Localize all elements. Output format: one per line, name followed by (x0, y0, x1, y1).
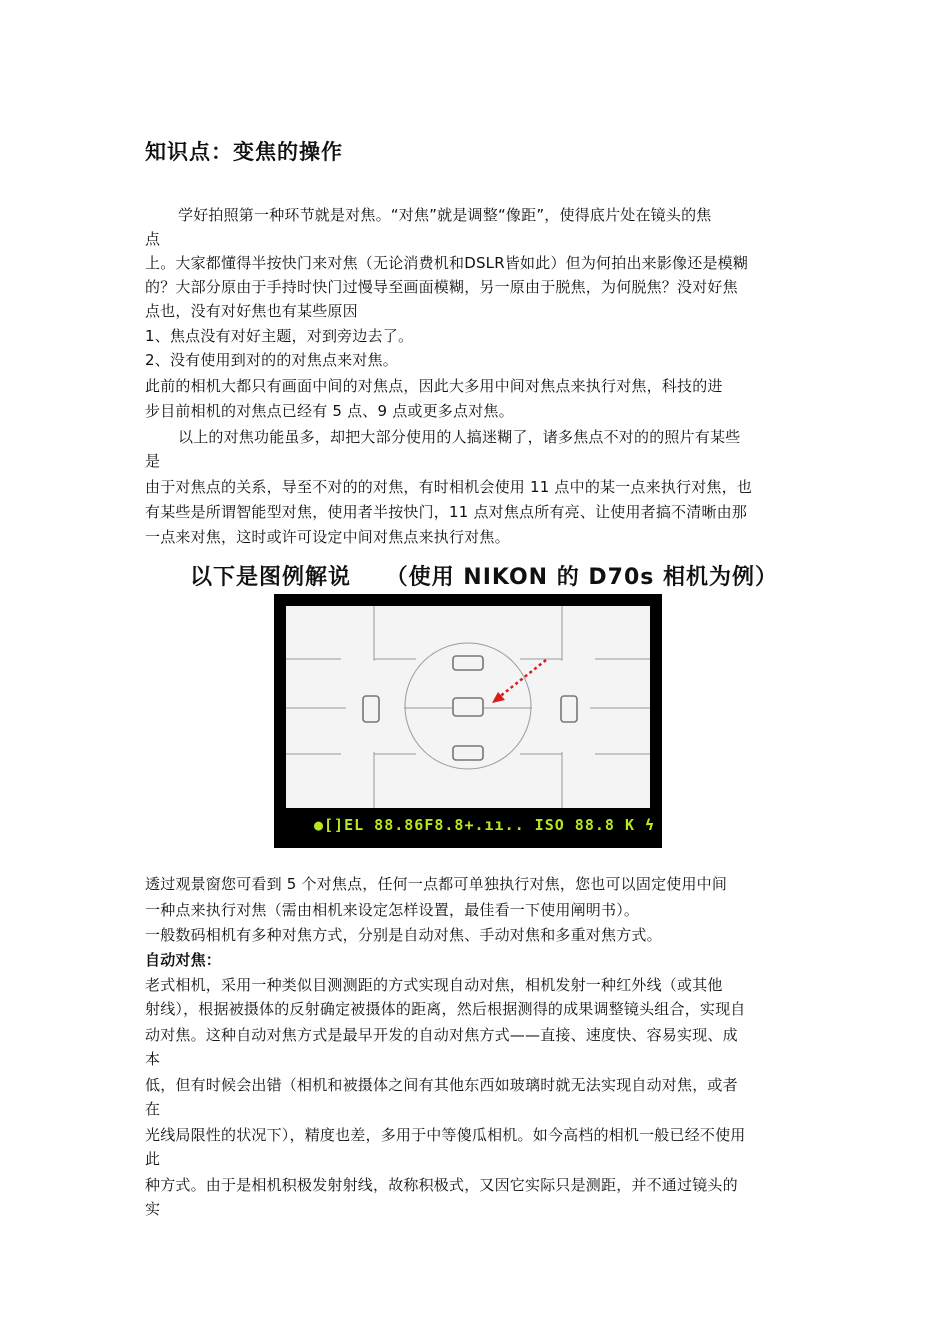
paragraph-line: 以上的对焦功能虽多，却把大部分使用的人搞迷糊了，诸多焦点不对的的照片有某些 (178, 428, 741, 446)
viewfinder-image (274, 594, 662, 848)
paragraph-line: 光线局限性的状况下），精度也差，多用于中等傻瓜相机。如今高档的相机一般已经不使用 (145, 1126, 746, 1144)
paragraph-line: 一种点来执行对焦（需由相机来设定怎样设置，最佳看一下使用阐明书）。 (145, 901, 640, 919)
paragraph-line: 实 (145, 1200, 161, 1218)
paragraph-line: 本 (145, 1050, 161, 1068)
paragraph-line: 动对焦。这种自动对焦方式是最早开发的自动对焦方式——直接、速度快、容易实现、成 (145, 1026, 738, 1044)
viewfinder-screen (286, 606, 650, 808)
paragraph-line: 在 (145, 1100, 161, 1118)
paragraph-line: 此 (145, 1150, 161, 1168)
paragraph-line: 射线），根据被摄体的反射确定被摄体的距离，然后根据测得的成果调整镜头组合，实现自 (145, 1000, 746, 1018)
paragraph-line: 透过观景窗您可看到 5 个对焦点，任何一点都可单独执行对焦，您也可以固定使用中间 (145, 875, 728, 893)
paragraph-line: 此前的相机大都只有画面中间的对焦点，因此大多用中间对焦点来执行对焦，科技的进 (145, 377, 723, 395)
paragraph-line: 的？大部分原由于手持时快门过慢导至画面模糊，另一原由于脱焦，为何脱焦？没对好焦 (145, 278, 738, 296)
paragraph-line: 一点来对焦，这时或许可设定中间对焦点来执行对焦。 (145, 528, 510, 546)
paragraph-line: 是 (145, 452, 161, 470)
paragraph-line: 上。大家都懂得半按快门来对焦（无论消费机和DSLR皆如此）但为何拍出来影像还是模糊 (145, 254, 749, 272)
paragraph-line: 学好拍照第一种环节就是对焦。“对焦”就是调整“像距”，使得底片处在镜头的焦 (178, 206, 712, 224)
paragraph-line: 低，但有时候会出错（相机和被摄体之间有其他东西如玻璃时就无法实现自动对焦，或者 (145, 1076, 738, 1094)
paragraph-line: 点也，没有对好焦也有某些原因 (145, 302, 358, 320)
paragraph-line: 种方式。由于是相机积极发射射线，故称积极式，又因它实际只是测距，并不通过镜头的 (145, 1176, 738, 1194)
paragraph-line: 一般数码相机有多种对焦方式，分别是自动对焦、手动对焦和多重对焦方式。 (145, 926, 662, 944)
paragraph-line: 步目前相机的对焦点已经有 5 点、9 点或更多点对焦。 (145, 402, 514, 420)
page-title: 知识点：变焦的操作 (145, 140, 343, 164)
section-heading: 自动对焦： (145, 951, 222, 969)
figure-caption: 以下是图例解说 （使用 NIKON 的 D70s 相机为例） (190, 565, 779, 590)
viewfinder-status-bar: ●[]EL 88.86F8.8+.ıı.. ISO 88.8 K ϟ (314, 816, 656, 834)
paragraph-line: 有某些是所谓智能型对焦，使用者半按快门，11 点对焦点所有亮、让使用者搞不清晰由那 (145, 503, 748, 521)
list-item: 2、没有使用到对的的对焦点来对焦。 (145, 351, 398, 369)
list-item: 1、焦点没有对好主题，对到旁边去了。 (145, 327, 414, 345)
paragraph-line: 老式相机，采用一种类似目测测距的方式实现自动对焦，相机发射一种红外线（或其他 (145, 976, 723, 994)
viewfinder-diagram (286, 606, 650, 808)
paragraph-line: 点 (145, 230, 161, 248)
paragraph-line: 由于对焦点的关系，导至不对的的对焦，有时相机会使用 11 点中的某一点来执行对焦，也 (145, 478, 753, 496)
